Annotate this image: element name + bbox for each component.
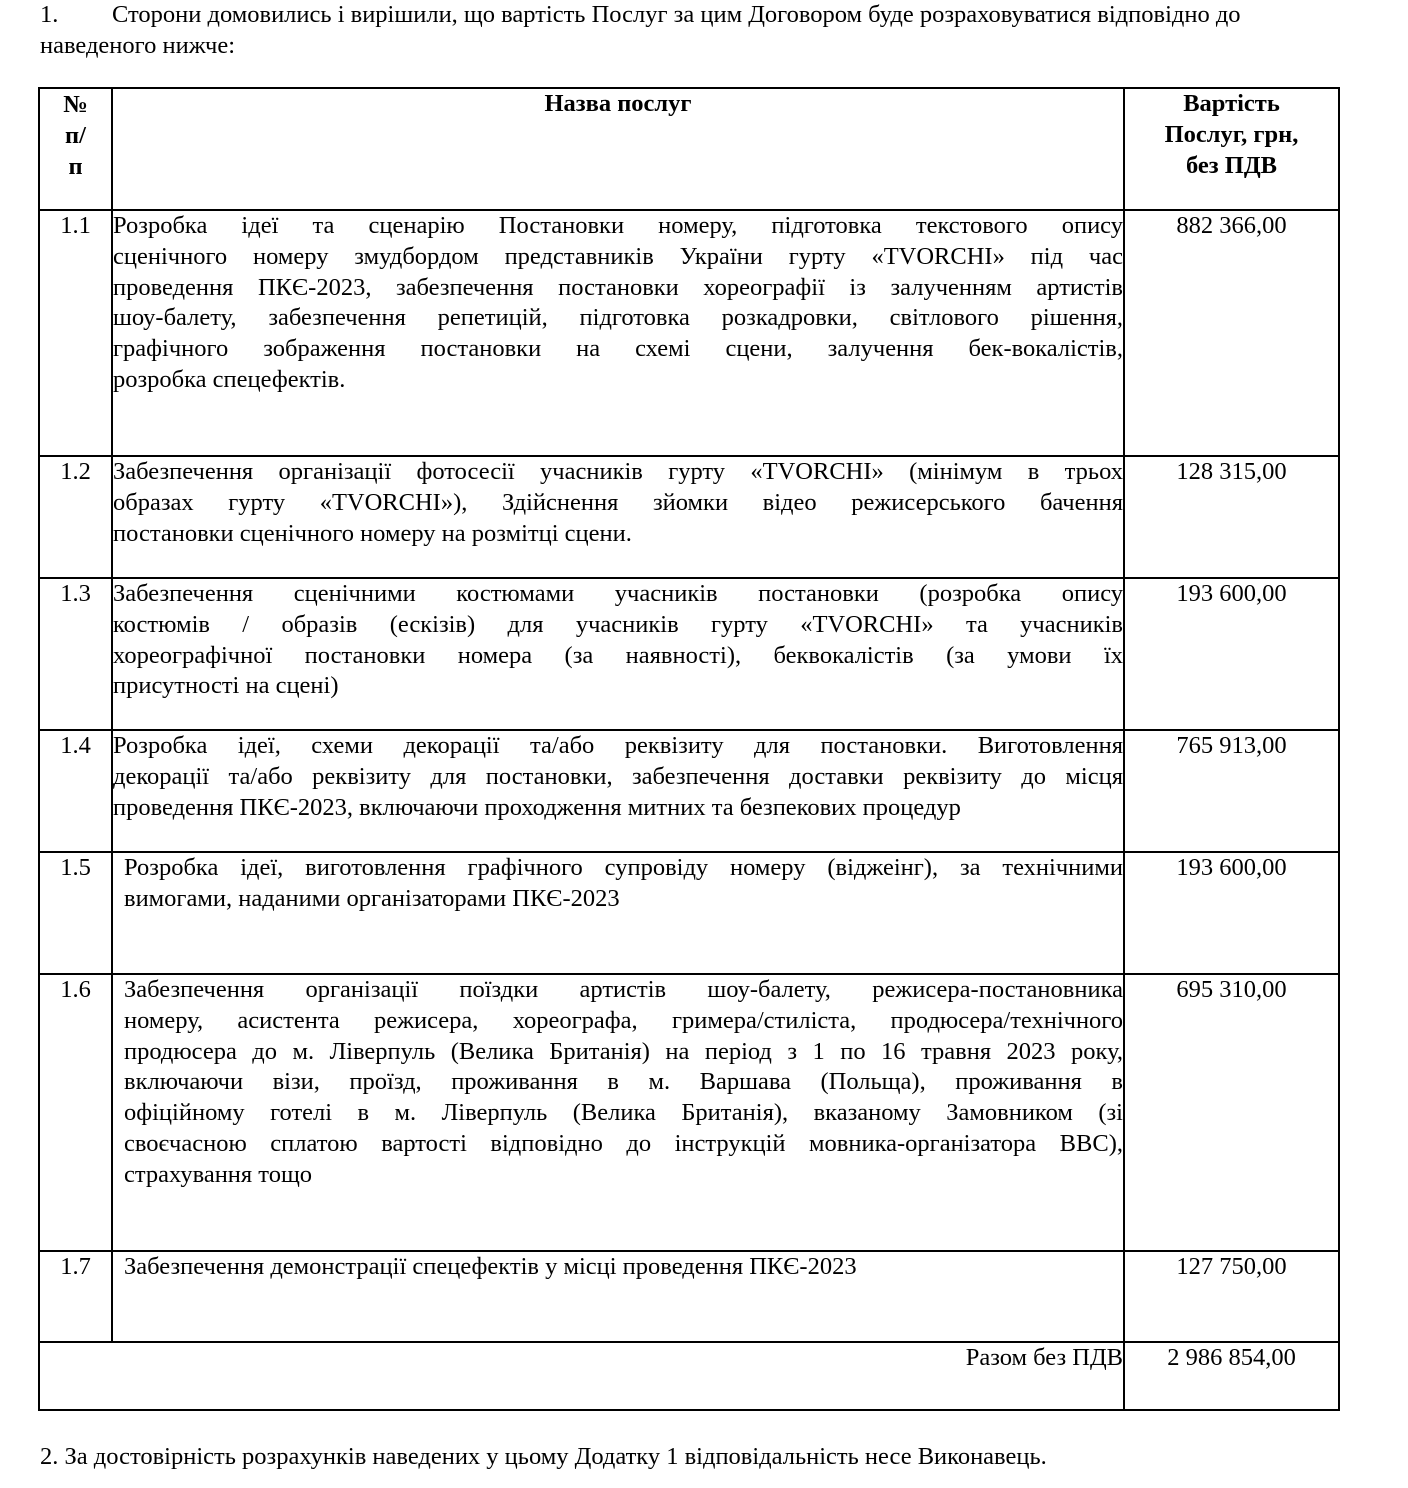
description-line: костюмів / образів (ескізів) для учасників гурту «TVORCHI» та учасників <box>113 610 1123 638</box>
row-number: 1.4 <box>39 730 112 852</box>
row-description <box>112 974 1124 1251</box>
intro-paragraph <box>40 0 1340 62</box>
row-price: 193 600,00 <box>1124 578 1339 730</box>
description-line: постановки сценічного номеру на розмітці сцени. <box>113 519 632 547</box>
description-line: своєчасною сплатою вартості відповідно до інструкцій мовника-організатора BBC), <box>124 1129 1123 1157</box>
description-line: проведення ПКЄ-2023, включаючи проходження митних та безпекових процедур <box>113 793 961 821</box>
row-price: 193 600,00 <box>1124 852 1339 974</box>
description-line: Розробка ідеї, схеми декорації та/або реквізиту для постановки. Виготовлення <box>113 732 1123 759</box>
header-number <box>39 88 112 210</box>
header-service-name: Назва послуг <box>112 88 1124 210</box>
description-line: присутності на сцені) <box>113 672 339 700</box>
table-row <box>39 210 1339 456</box>
description-line: включаючи візи, проїзд, проживання в м. Варшава (Польща), проживання в <box>124 1068 1123 1096</box>
header-number-line: № <box>63 91 88 118</box>
description-line: продюсера до м. Ліверпуль (Велика Британія) на період з 1 по 16 травня 2023 року, <box>124 1037 1123 1065</box>
table-row <box>39 1251 1339 1342</box>
table-row <box>39 974 1339 1251</box>
description-line: Забезпечення сценічними костюмами учасників постановки (розробка опису <box>113 580 1123 607</box>
description-line: Забезпечення демонстрації спецефектів у місці проведення ПКЄ-2023 <box>124 1253 857 1280</box>
description-line: образах гурту «TVORCHI»), Здійснення зйомки відео режисерського бачення <box>113 488 1123 516</box>
description-line: декорації та/або реквізиту для постановки, забезпечення доставки реквізиту до місця <box>113 762 1123 790</box>
row-number: 1.3 <box>39 578 112 730</box>
row-description <box>112 578 1124 730</box>
table-header-row <box>39 88 1339 210</box>
footer-paragraph: 2. За достовірність розрахунків наведених у цьому Додатку 1 відповідальність несе Виконавець. <box>40 1443 1047 1470</box>
row-price: 128 315,00 <box>1124 456 1339 578</box>
description-line: офіційному готелі в м. Ліверпуль (Велика Британія), вказаному Замовником (зі <box>124 1099 1123 1127</box>
description-line: проведення ПКЄ-2023, забезпечення постановки хореографії із залученням артистів <box>113 273 1123 301</box>
total-value: 2 986 854,00 <box>1124 1342 1339 1410</box>
description-line: номеру, асистента режисера, хореографа, гримера/стиліста, продюсера/технічного <box>124 1006 1123 1034</box>
table-row <box>39 852 1339 974</box>
description-line: сценічного номеру змудбордом представників України гурту «TVORCHI» під час <box>113 242 1123 270</box>
description-line: Забезпечення організації фотосесії учасників гурту «TVORCHI» (мінімум в трьох <box>113 458 1123 485</box>
header-number-line: п/ <box>65 122 86 149</box>
row-number: 1.2 <box>39 456 112 578</box>
description-line: Розробка ідеї, виготовлення графічного супровіду номеру (віджеінг), за технічними <box>124 854 1123 881</box>
description-line: Розробка ідеї та сценарію Постановки номеру, підготовка текстового опису <box>113 212 1123 239</box>
row-number: 1.7 <box>39 1251 112 1342</box>
row-number: 1.5 <box>39 852 112 974</box>
row-description <box>112 730 1124 852</box>
row-price: 695 310,00 <box>1124 974 1339 1251</box>
table-row <box>39 730 1339 852</box>
row-description <box>112 210 1124 456</box>
intro-text: Сторони домовились і вирішили, що вартість Послуг за цим Договором буде розраховуватися відповідно до наведеного нижче: <box>40 1 1241 59</box>
description-line: вимогами, наданими організаторами ПКЄ-2023 <box>124 884 620 912</box>
row-price: 127 750,00 <box>1124 1251 1339 1342</box>
total-label: Разом без ПДВ <box>39 1342 1124 1410</box>
header-cost-line: Вартість <box>1183 90 1280 117</box>
row-number: 1.1 <box>39 210 112 456</box>
row-number: 1.6 <box>39 974 112 1251</box>
description-line: розробка спецефектів. <box>113 365 346 393</box>
description-line: графічного зображення постановки на схемі сцени, залучення бек-вокалістів, <box>113 335 1123 363</box>
description-line: хореографічної постановки номера (за наявності), беквокалістів (за умови їх <box>113 641 1123 669</box>
description-line: Забезпечення організації поїздки артистів шоу-балету, режисера-постановника <box>124 976 1123 1003</box>
header-cost-line: без ПДВ <box>1185 151 1278 179</box>
services-table <box>38 87 1340 1411</box>
row-description <box>112 1251 1124 1342</box>
row-description <box>112 852 1124 974</box>
row-price: 882 366,00 <box>1124 210 1339 456</box>
table-row <box>39 578 1339 730</box>
intro-number: 1. <box>40 1 59 28</box>
row-description <box>112 456 1124 578</box>
header-cost-line: Послуг, грн, <box>1164 120 1299 148</box>
table-row <box>39 456 1339 578</box>
description-line: страхування тощо <box>124 1160 313 1188</box>
row-price: 765 913,00 <box>1124 730 1339 852</box>
description-line: шоу-балету, забезпечення репетицій, підготовка розкадровки, світлового рішення, <box>113 304 1123 332</box>
header-number-line: п <box>68 153 83 180</box>
total-row <box>39 1342 1339 1410</box>
header-cost <box>1124 88 1339 210</box>
